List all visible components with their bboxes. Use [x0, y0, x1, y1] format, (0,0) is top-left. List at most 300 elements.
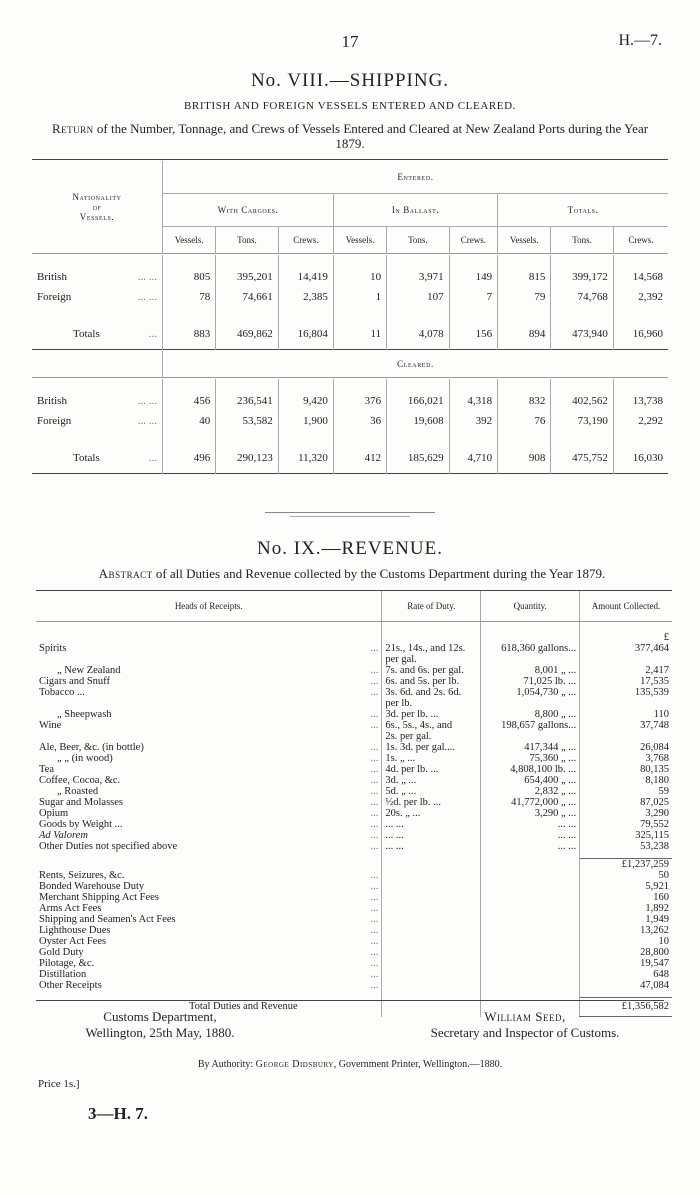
quantity: ... ... [481, 830, 580, 841]
revenue-row [36, 720, 672, 731]
value-cell: 908 [498, 443, 551, 474]
receipt-head-label: Gold Duty [39, 947, 84, 958]
revenue-row [36, 654, 672, 665]
quantity [481, 632, 580, 643]
leader-dots: ... [370, 709, 379, 720]
leader-dots: ... [370, 830, 379, 841]
amount-collected: 13,262 [580, 925, 672, 936]
blank-cell [278, 255, 333, 267]
revenue-row [36, 665, 672, 676]
amount-collected: 28,800 [580, 947, 672, 958]
receipt-head [36, 720, 382, 731]
receipt-head [36, 830, 382, 841]
quantity: 198,657 gallons... [481, 720, 580, 731]
receipt-head [36, 753, 382, 764]
quantity [481, 731, 580, 742]
revenue-column-header: Quantity. [481, 591, 580, 622]
shipping-title: No. VIII.—SHIPPING. [250, 70, 450, 91]
nationality-label: British [37, 271, 67, 283]
receipt-head [36, 892, 382, 903]
revenue-header-row [36, 591, 672, 622]
return-text: of the Number, Tonnage, and Crews of Vessels Entered and Cleared at New Zealand Ports during the Year 1879. [93, 121, 649, 151]
value-cell: 78 [163, 287, 216, 307]
blank-cell [216, 431, 279, 443]
signature-right [410, 1009, 640, 1041]
column-header: Tons. [387, 227, 450, 254]
amount-collected: 3,290 [580, 808, 672, 819]
nationality-label: Totals [73, 452, 100, 464]
value-cell: 236,541 [216, 391, 279, 411]
blank-cell [32, 255, 163, 267]
nationality-label: Foreign [37, 415, 72, 427]
blank-cell [278, 379, 333, 391]
column-header: Vessels. [498, 227, 551, 254]
blank-cell [333, 379, 386, 391]
revenue-column-header: Heads of Receipts. [36, 591, 382, 622]
total-value: £1,356,582 [580, 998, 672, 1017]
leader-dots: ... [370, 764, 379, 775]
shipping-table [32, 159, 668, 475]
value-cell: 16,960 [613, 319, 668, 350]
blank-cell [481, 622, 580, 633]
blank-cell [387, 307, 450, 319]
value-cell: 894 [498, 319, 551, 350]
leader-dots: ... [370, 870, 379, 881]
leader-dots: ... ... [137, 271, 157, 283]
other-receipt-row [36, 980, 672, 991]
cleared-total-row [32, 443, 668, 474]
blank-cell [580, 622, 672, 633]
receipt-head [36, 841, 382, 852]
other-receipt-row [36, 914, 672, 925]
blank-cell [387, 255, 450, 267]
value-cell: 805 [163, 267, 216, 287]
quantity: ... ... [481, 819, 580, 830]
column-header: Tons. [216, 227, 279, 254]
quantity: 41,772,000 „ ... [481, 797, 580, 808]
rate-of-duty: 6s. and 5s. per lb. [382, 676, 481, 687]
other-receipt-row [36, 881, 672, 892]
quantity [481, 947, 580, 958]
receipt-head [36, 786, 382, 797]
value-cell: 2,392 [613, 287, 668, 307]
value-cell: 16,804 [278, 319, 333, 350]
page-number: 17 [341, 32, 359, 51]
blank-cell [32, 351, 163, 378]
quantity: 417,344 „ ... [481, 742, 580, 753]
receipt-head [36, 819, 382, 830]
leader-dots: ... [370, 903, 379, 914]
amount-collected [580, 731, 672, 742]
receipt-head [36, 808, 382, 819]
rule-row [32, 474, 668, 476]
blank-cell [382, 622, 481, 633]
value-cell: 40 [163, 411, 216, 431]
leader-dots: ... [370, 892, 379, 903]
receipt-head [36, 925, 382, 936]
blank-cell [613, 379, 668, 391]
value-cell: 2,292 [613, 411, 668, 431]
printer-name: George Didsbury [255, 1059, 334, 1070]
entered-total-row [32, 319, 668, 350]
abstract-text: of all Duties and Revenue collected by the Customs Department during the Year 1879. [152, 566, 606, 581]
rate-of-duty: 4d. per lb. ... [382, 764, 481, 775]
quantity [481, 892, 580, 903]
receipt-head-label: Pilotage, &c. [39, 958, 95, 969]
printer-authority [0, 1059, 700, 1070]
amount-collected: 37,748 [580, 720, 672, 731]
quantity: ... ... [481, 841, 580, 852]
receipt-head [36, 731, 382, 742]
value-cell: 832 [498, 391, 551, 411]
receipt-head [36, 654, 382, 665]
amount-collected: 17,535 [580, 676, 672, 687]
leader-dots: ... [370, 819, 379, 830]
receipt-head-label: Other Duties not specified above [39, 841, 178, 852]
blank-cell [449, 379, 498, 391]
amount-collected: 377,464 [580, 643, 672, 654]
receipt-head-label: Tobacco ... [39, 687, 85, 698]
value-cell: 9,420 [278, 391, 333, 411]
nationality-cell [32, 267, 163, 287]
nationality-label: British [37, 395, 67, 407]
leader-dots: ... [370, 980, 379, 991]
revenue-row [36, 676, 672, 687]
department-line: Customs Department, [103, 1009, 217, 1024]
total-label: Total Duties and Revenue [189, 1000, 298, 1012]
blank-cell [613, 307, 668, 319]
amount-collected: 5,921 [580, 881, 672, 892]
receipt-head-label: „ Roasted [57, 786, 99, 797]
leader-dots: ... [370, 687, 379, 698]
receipt-head [36, 881, 382, 892]
quantity: 1,054,730 „ ... [481, 687, 580, 698]
receipt-head-label: Merchant Shipping Act Fees [39, 892, 159, 903]
rate-of-duty: 7s. and 6s. per gal. [382, 665, 481, 676]
rate-of-duty [382, 632, 481, 643]
revenue-row [36, 819, 672, 830]
amount-collected: 8,180 [580, 775, 672, 786]
leader-dots: ... ... [137, 415, 157, 427]
blank-cell [163, 307, 216, 319]
rate-of-duty [382, 881, 481, 892]
column-header: Vessels. [333, 227, 386, 254]
amount-collected: 26,084 [580, 742, 672, 753]
blank-cell [32, 379, 163, 391]
value-cell: 185,629 [387, 443, 450, 474]
leader-dots: ... [370, 643, 379, 654]
value-cell: 815 [498, 267, 551, 287]
receipt-head-label: Goods by Weight ... [39, 819, 123, 830]
receipt-head [36, 914, 382, 925]
amount-collected: 135,539 [580, 687, 672, 698]
revenue-row [36, 753, 672, 764]
entered-label: Entered. [163, 161, 669, 194]
blank-cell [163, 379, 216, 391]
leader-dots: ... [148, 452, 157, 464]
duties-subtotal-row [36, 859, 672, 871]
receipt-head-label: Coffee, Cocoa, &c. [39, 775, 121, 786]
group-header: In Ballast. [333, 194, 497, 227]
quantity [481, 969, 580, 980]
amount-collected: 10 [580, 936, 672, 947]
quantity: 8,001 „ ... [481, 665, 580, 676]
amount-collected: 1,892 [580, 903, 672, 914]
price: Price 1s.] [38, 1078, 80, 1090]
quantity [481, 881, 580, 892]
revenue-row [36, 786, 672, 797]
quantity: 3,290 „ ... [481, 808, 580, 819]
rate-of-duty [382, 870, 481, 881]
nationality-cell [32, 391, 163, 411]
quantity [481, 698, 580, 709]
rate-of-duty [382, 969, 481, 980]
blank-cell [613, 431, 668, 443]
revenue-row [36, 764, 672, 775]
other-receipt-row [36, 958, 672, 969]
value-cell: 36 [333, 411, 386, 431]
quantity [481, 654, 580, 665]
blank-cell [32, 431, 163, 443]
value-cell: 79 [498, 287, 551, 307]
value-cell: 376 [333, 391, 386, 411]
blank-cell [36, 622, 382, 633]
quantity [481, 936, 580, 947]
cleared-label: Cleared. [163, 351, 669, 378]
return-word: Return [51, 121, 94, 136]
rate-of-duty [382, 980, 481, 991]
amount-collected: £1,237,259 [580, 859, 672, 871]
rate-of-duty: ... ... [382, 841, 481, 852]
blank-cell [387, 379, 450, 391]
blank-cell [498, 379, 551, 391]
blank-cell [333, 307, 386, 319]
value-cell: 16,030 [613, 443, 668, 474]
quantity [481, 925, 580, 936]
receipt-head-label: Ale, Beer, &c. (in bottle) [39, 742, 144, 753]
value-cell: 4,318 [449, 391, 498, 411]
group-header: Totals. [498, 194, 668, 227]
amount-collected: 47,084 [580, 980, 672, 991]
footer-identifier: 3—H. 7. [88, 1104, 148, 1123]
nationality-cell [32, 319, 163, 350]
nationality-cell [32, 287, 163, 307]
leader-dots: ... [370, 742, 379, 753]
currency-row [36, 632, 672, 643]
rate-of-duty: 3d. per lb. ... [382, 709, 481, 720]
blank-cell [163, 255, 216, 267]
amount-collected: 160 [580, 892, 672, 903]
revenue-row [36, 731, 672, 742]
value-cell: 4,710 [449, 443, 498, 474]
receipt-head [36, 969, 382, 980]
shipping-description [38, 121, 662, 151]
leader-dots: ... [370, 808, 379, 819]
rate-of-duty: ... ... [382, 830, 481, 841]
value-cell: 392 [449, 411, 498, 431]
revenue-row [36, 830, 672, 841]
quantity: 4,808,100 lb. ... [481, 764, 580, 775]
value-cell: 166,021 [387, 391, 450, 411]
receipt-head-label: Cigars and Snuff [39, 676, 110, 687]
amount-collected: 110 [580, 709, 672, 720]
amount-collected: 1,949 [580, 914, 672, 925]
leader-dots: ... [370, 958, 379, 969]
receipt-head [36, 859, 382, 871]
value-cell: 11 [333, 319, 386, 350]
revenue-row [36, 742, 672, 753]
entered-row [32, 287, 668, 307]
blank-cell [216, 255, 279, 267]
blank-cell [613, 255, 668, 267]
spacer-row [36, 622, 672, 633]
revenue-row [36, 775, 672, 786]
amount-collected: 325,115 [580, 830, 672, 841]
receipt-head-label: Ad Valorem [39, 830, 88, 841]
blank-cell [163, 431, 216, 443]
rate-of-duty [382, 958, 481, 969]
rate-of-duty [382, 903, 481, 914]
leader-dots: ... [370, 786, 379, 797]
section-divider [265, 512, 435, 513]
quantity: 618,360 gallons... [481, 643, 580, 654]
quantity [481, 859, 580, 871]
other-receipt-row [36, 936, 672, 947]
document-reference: H.—7. [618, 32, 662, 49]
receipt-head [36, 947, 382, 958]
receipt-head-label: Tea [39, 764, 55, 775]
end-rule [36, 1000, 664, 1001]
quantity [481, 958, 580, 969]
blank-cell [333, 255, 386, 267]
section-divider-short [290, 516, 410, 517]
leader-dots: ... [370, 720, 379, 731]
value-cell: 73,190 [551, 411, 614, 431]
signature-left [60, 1009, 260, 1041]
receipt-head-label: Arms Act Fees [39, 903, 102, 914]
receipt-head-label: Other Receipts [39, 980, 102, 991]
receipt-head [36, 632, 382, 643]
other-receipt-row [36, 969, 672, 980]
value-cell: 19,608 [387, 411, 450, 431]
revenue-column-header: Rate of Duty. [382, 591, 481, 622]
receipt-head [36, 698, 382, 709]
amount-collected: 79,552 [580, 819, 672, 830]
value-cell: 290,123 [216, 443, 279, 474]
leader-dots: ... [370, 936, 379, 947]
quantity [481, 903, 580, 914]
quantity: 2,832 „ ... [481, 786, 580, 797]
receipt-head [36, 980, 382, 991]
receipt-head [36, 764, 382, 775]
value-cell: 14,419 [278, 267, 333, 287]
receipt-head-label: Sugar and Molasses [39, 797, 123, 808]
blank-cell [551, 379, 614, 391]
receipt-head-label: Distillation [39, 969, 87, 980]
other-receipt-row [36, 870, 672, 881]
receipt-head-label: „ „ (in wood) [57, 753, 113, 764]
leader-dots: ... ... [137, 395, 157, 407]
receipt-head [36, 665, 382, 676]
leader-dots: ... [370, 665, 379, 676]
rate-of-duty: ½d. per lb. ... [382, 797, 481, 808]
receipt-head [36, 775, 382, 786]
other-receipt-row [36, 892, 672, 903]
column-header: Tons. [551, 227, 614, 254]
rate-of-duty: 20s. „ ... [382, 808, 481, 819]
receipt-head [36, 870, 382, 881]
value-cell: 7 [449, 287, 498, 307]
value-cell: 469,862 [216, 319, 279, 350]
receipt-head [36, 643, 382, 654]
receipt-head-label: Spirits [39, 643, 67, 654]
revenue-row [36, 643, 672, 654]
amount-collected: 53,238 [580, 841, 672, 852]
rate-of-duty [382, 925, 481, 936]
revenue-row [36, 841, 672, 852]
quantity: 71,025 lb. ... [481, 676, 580, 687]
rate-of-duty [382, 947, 481, 958]
value-cell: 402,562 [551, 391, 614, 411]
nationality-label: Foreign [37, 291, 72, 303]
rate-of-duty: ... ... [382, 819, 481, 830]
leader-dots: ... ... [137, 291, 157, 303]
receipt-head-label: Shipping and Seamen's Act Fees [39, 914, 176, 925]
receipt-head-label: Rents, Seizures, &c. [39, 870, 125, 881]
nationality-label: Totals [73, 328, 100, 340]
rate-of-duty: 1s. „ ... [382, 753, 481, 764]
blank-cell [449, 431, 498, 443]
value-cell: 74,768 [551, 287, 614, 307]
authority-suffix: , Government Printer, Wellington.—1880. [333, 1059, 503, 1070]
value-cell: 74,661 [216, 287, 279, 307]
rate-of-duty [382, 892, 481, 903]
blank-cell [333, 431, 386, 443]
rate-of-duty: 6s., 5s., 4s., and [382, 720, 481, 731]
rate-of-duty [382, 936, 481, 947]
receipt-head [36, 958, 382, 969]
blank-cell [449, 307, 498, 319]
receipt-head-label: Oyster Act Fees [39, 936, 107, 947]
receipt-head [36, 797, 382, 808]
rate-of-duty: per lb. [382, 698, 481, 709]
value-cell: 3,971 [387, 267, 450, 287]
revenue-row [36, 797, 672, 808]
leader-dots: ... [370, 841, 379, 852]
receipt-head-label: Bonded Warehouse Duty [39, 881, 145, 892]
quantity [481, 980, 580, 991]
amount-collected: £ [580, 632, 672, 643]
cleared-row [32, 391, 668, 411]
receipt-head [36, 687, 382, 698]
leader-dots: ... [370, 881, 379, 892]
spacer-row [32, 431, 668, 443]
value-cell: 107 [387, 287, 450, 307]
amount-collected: 59 [580, 786, 672, 797]
entered-header-row [32, 161, 668, 194]
amount-collected: 50 [580, 870, 672, 881]
amount-collected: 3,768 [580, 753, 672, 764]
nationality-cell [32, 443, 163, 474]
leader-dots: ... [370, 676, 379, 687]
entered-row [32, 267, 668, 287]
value-cell: 14,568 [613, 267, 668, 287]
receipt-head-label: „ Sheepwash [57, 709, 112, 720]
amount-collected: 2,417 [580, 665, 672, 676]
receipt-head [36, 676, 382, 687]
amount-collected: 19,547 [580, 958, 672, 969]
leader-dots: ... [370, 775, 379, 786]
